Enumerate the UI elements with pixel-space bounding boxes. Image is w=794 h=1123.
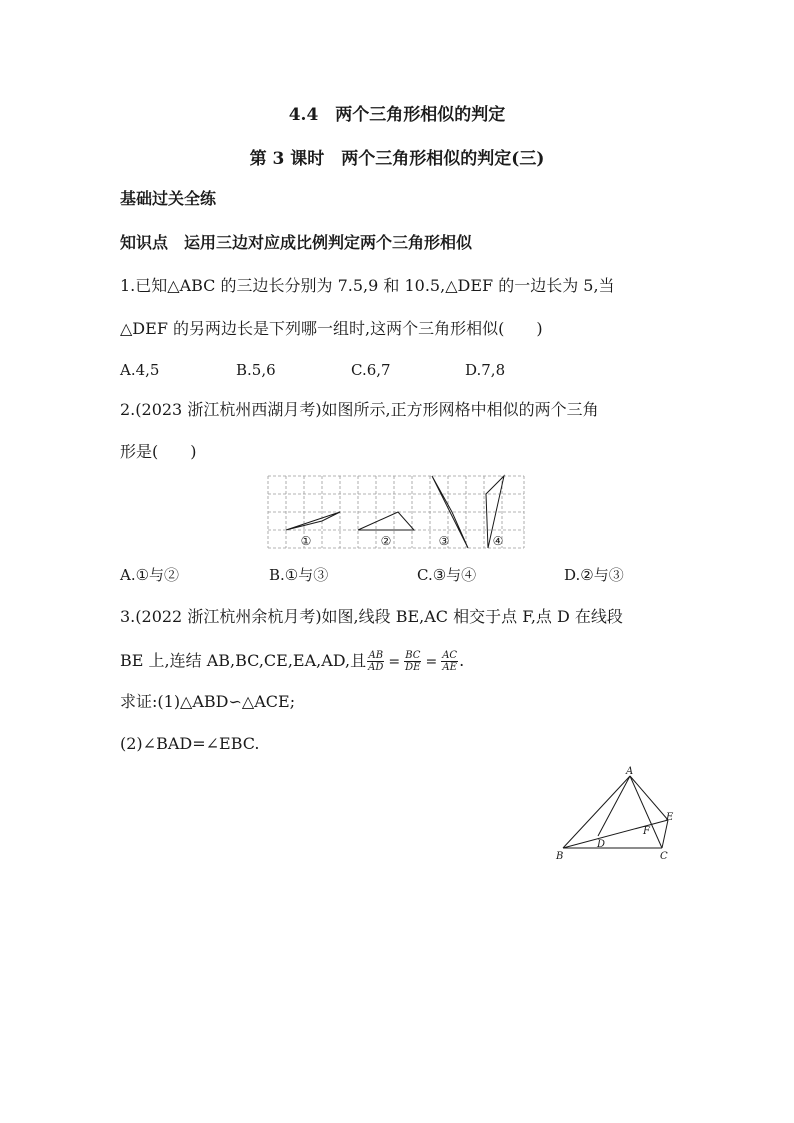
q3-geometry-figure [552, 764, 682, 864]
segment-be [563, 820, 668, 848]
triangle-1 [286, 512, 340, 530]
q3-stem-line1: 3.(2022 浙江杭州余杭月考)如图,线段 BE,AC 相交于点 F,点 D 在线段 [120, 607, 623, 626]
point-label-c: C [660, 851, 668, 862]
section-heading: 基础过关全练 [120, 189, 217, 208]
triangle-3 [432, 476, 468, 548]
fraction-bc-over-de: $\frac{BC}{DE}$ [405, 650, 421, 673]
q3-stem-line2 [120, 646, 464, 676]
q2-stem-line1: 2.(2023 浙江杭州西湖月考)如图所示,正方形网格中相似的两个三角 [120, 400, 599, 419]
lesson-subtitle: 第 3 课时 两个三角形相似的判定(三) [249, 149, 545, 169]
triangle-2 [358, 512, 414, 530]
q3-proof-part1: 求证:(1)△ABD∽△ACE; [120, 692, 296, 711]
q2-stem-line2: 形是( ) [120, 442, 197, 461]
q1-stem-line1: 1.已知△ABC 的三边长分别为 7.5,9 和 10.5,△DEF 的一边长为 5,当 [120, 276, 615, 295]
knowledge-point-heading: 知识点 运用三边对应成比例判定两个三角形相似 [120, 233, 473, 252]
fraction-ac-over-ae: $\frac{AC}{AE}$ [442, 650, 458, 673]
q1-option-a[interactable]: A.4,5 [120, 361, 160, 379]
fraction-ab-over-ad: $\frac{AB}{AD}$ [368, 650, 384, 673]
equals-sign: = [388, 653, 401, 670]
segment-ce [662, 820, 668, 848]
q1-stem-line2: △DEF 的另两边长是下列哪一组时,这两个三角形相似( ) [120, 319, 543, 338]
equals-sign: = [425, 653, 438, 670]
q1-option-c[interactable]: C.6,7 [351, 361, 391, 379]
q2-grid-figure [266, 474, 528, 550]
point-label-d: D [597, 839, 606, 850]
point-label-e: E [666, 812, 674, 823]
page-title: 4.4 两个三角形相似的判定 [288, 105, 506, 125]
segment-ad [598, 776, 630, 836]
q3-proof-part2: (2)∠BAD=∠EBC. [120, 734, 260, 753]
segment-ac [630, 776, 662, 848]
figure-label-1: ① [300, 534, 312, 548]
q2-option-b[interactable]: B.①与③ [269, 566, 329, 584]
q1-option-b[interactable]: B.5,6 [236, 361, 276, 379]
figure-label-4: ④ [492, 534, 504, 548]
point-label-f: F [643, 826, 650, 837]
period: . [459, 651, 465, 670]
q2-option-d[interactable]: D.②与③ [564, 566, 624, 584]
point-label-b: B [556, 851, 564, 862]
q2-option-a[interactable]: A.①与② [120, 566, 180, 584]
figure-label-2: ② [380, 534, 392, 548]
q2-option-c[interactable]: C.③与④ [417, 566, 477, 584]
segment-ae [630, 776, 668, 820]
point-label-a: A [626, 766, 634, 777]
q1-option-d[interactable]: D.7,8 [465, 361, 506, 379]
figure-label-3: ③ [438, 534, 450, 548]
q3-stem-line2-text: BE 上,连结 AB,BC,CE,EA,AD,且 [120, 651, 367, 670]
segment-ab [563, 776, 630, 848]
